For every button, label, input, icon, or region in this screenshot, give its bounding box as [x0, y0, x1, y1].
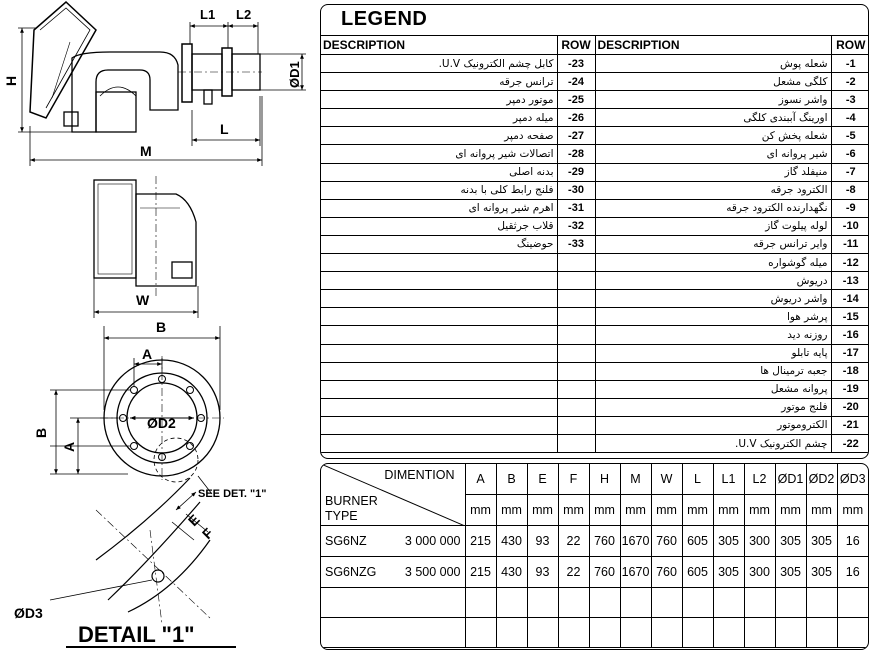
legend-empty-cell [557, 362, 595, 380]
empty-cell [651, 588, 682, 618]
label-F: F [198, 524, 217, 543]
empty-cell [527, 588, 558, 618]
legend-row-number: -12 [831, 254, 869, 272]
legend-row-number: -27 [557, 127, 595, 145]
label-D2: ØD2 [147, 415, 176, 431]
detail-title: DETAIL "1" [78, 622, 195, 647]
label-L2: L2 [236, 7, 252, 22]
legend-row-number: -11 [831, 235, 869, 253]
legend-row [321, 380, 869, 398]
burner-type-cell [321, 526, 465, 557]
empty-row [321, 588, 868, 618]
dimensions-table [321, 464, 868, 648]
legend-description: شیر پروانه ای [595, 145, 831, 163]
label-D3: ØD3 [14, 605, 43, 621]
dimension-column-header: H [589, 464, 620, 495]
dimension-unit: mm [837, 495, 868, 526]
empty-cell [558, 588, 589, 618]
label-B-side: B [33, 427, 49, 438]
label-L1: L1 [200, 7, 216, 22]
legend-description: ترانس جرقه [321, 73, 557, 91]
label-W: W [136, 292, 150, 308]
label-A-top: A [142, 346, 153, 362]
dimension-column-header: L1 [713, 464, 744, 495]
legend-description: کابل چشم الکترونیک U.V. [321, 55, 557, 73]
legend-description: صفحه دمپر [321, 127, 557, 145]
dimension-value: 300 [744, 526, 775, 557]
legend-empty-cell [557, 254, 595, 272]
legend-description: کلگی مشعل [595, 73, 831, 91]
legend-description: میله گوشواره [595, 254, 831, 272]
label-see-det: SEE DET. "1" [198, 488, 267, 500]
burner-type: SG6NZG [325, 565, 377, 579]
legend-description: بدنه اصلی [321, 163, 557, 181]
dimension-column-header: M [620, 464, 651, 495]
legend-col-row-right: ROW [831, 36, 869, 55]
dimensions-panel [320, 463, 869, 650]
legend-description: جعبه ترمینال ها [595, 362, 831, 380]
legend-description: پروانه مشعل [595, 380, 831, 398]
legend-table [321, 35, 869, 453]
dimension-value: 760 [589, 526, 620, 557]
legend-description: فلنج موتور [595, 398, 831, 416]
dimension-value: 305 [713, 557, 744, 588]
empty-cell [589, 618, 620, 648]
dimension-value: 605 [682, 526, 713, 557]
legend-description: پرشر هوا [595, 308, 831, 326]
legend-row [321, 362, 869, 380]
legend-row-number: -25 [557, 91, 595, 109]
empty-cell [682, 618, 713, 648]
legend-row-number: -10 [831, 217, 869, 235]
legend-row-number: -15 [831, 308, 869, 326]
legend-row-number: -5 [831, 127, 869, 145]
burner-row [321, 526, 868, 557]
empty-cell [321, 588, 465, 618]
legend-empty-cell [557, 308, 595, 326]
legend-row [321, 181, 869, 199]
dimension-unit: mm [682, 495, 713, 526]
legend-row-number: -20 [831, 398, 869, 416]
legend-row-number: -2 [831, 73, 869, 91]
legend-empty-cell [321, 434, 557, 452]
legend-description: اتصالات شیر پروانه ای [321, 145, 557, 163]
legend-description: اهرم شیر پروانه ای [321, 199, 557, 217]
legend-row-number: -30 [557, 181, 595, 199]
empty-cell [806, 618, 837, 648]
legend-row [321, 290, 869, 308]
legend-row [321, 163, 869, 181]
legend-empty-cell [321, 398, 557, 416]
dimension-value: 430 [496, 557, 527, 588]
dimension-value: 22 [558, 557, 589, 588]
legend-description: شعله پوش [595, 55, 831, 73]
legend-row [321, 416, 869, 434]
empty-row [321, 618, 868, 648]
legend-row [321, 199, 869, 217]
dimensions-header-corner [321, 464, 465, 526]
burner-type: SG6NZ [325, 534, 367, 548]
dimension-column-header: F [558, 464, 589, 495]
dimension-value: 760 [651, 526, 682, 557]
dimension-value: 1670 [620, 557, 651, 588]
empty-cell [744, 618, 775, 648]
dimension-value: 93 [527, 557, 558, 588]
empty-cell [806, 588, 837, 618]
legend-row-number: -23 [557, 55, 595, 73]
dimension-column-header: E [527, 464, 558, 495]
empty-cell [496, 588, 527, 618]
legend-description: موتور دمپر [321, 91, 557, 109]
legend-row [321, 127, 869, 145]
dimension-value: 760 [651, 557, 682, 588]
legend-row-number: -21 [831, 416, 869, 434]
dimension-unit: mm [558, 495, 589, 526]
empty-cell [527, 618, 558, 648]
legend-empty-cell [557, 398, 595, 416]
legend-body [321, 55, 869, 453]
legend-row-number: -18 [831, 362, 869, 380]
burner-capacity: 3 500 000 [404, 565, 461, 579]
burner-dimension-drawings [0, 0, 318, 654]
dimension-unit: mm [465, 495, 496, 526]
legend-description: چشم الکترونیک U.V. [595, 434, 831, 452]
header-dimention-label: DIMENTION [384, 468, 455, 482]
legend-row [321, 73, 869, 91]
legend-empty-cell [557, 272, 595, 290]
dimension-unit: mm [806, 495, 837, 526]
legend-description: روزنه دید [595, 326, 831, 344]
dimension-value: 1670 [620, 526, 651, 557]
legend-row [321, 235, 869, 253]
dimension-unit: mm [651, 495, 682, 526]
legend-description: نگهدارنده الکترود جرقه [595, 199, 831, 217]
dimension-unit: mm [496, 495, 527, 526]
label-L: L [220, 121, 229, 137]
empty-cell [713, 618, 744, 648]
legend-description: وایر ترانس جرقه [595, 235, 831, 253]
burner-type-cell [321, 557, 465, 588]
dimension-value: 305 [775, 526, 806, 557]
side-view-dimensions [18, 22, 306, 166]
legend-row-number: -32 [557, 217, 595, 235]
dimension-column-header: A [465, 464, 496, 495]
legend-row-number: -13 [831, 272, 869, 290]
legend-empty-cell [321, 272, 557, 290]
empty-cell [465, 618, 496, 648]
dimension-unit: mm [713, 495, 744, 526]
legend-empty-cell [557, 380, 595, 398]
dimension-value: 93 [527, 526, 558, 557]
dimension-column-header: L2 [744, 464, 775, 495]
empty-cell [558, 618, 589, 648]
legend-row-number: -14 [831, 290, 869, 308]
dimension-value: 760 [589, 557, 620, 588]
legend-row-number: -22 [831, 434, 869, 452]
empty-cell [589, 588, 620, 618]
legend-row-number: -6 [831, 145, 869, 163]
legend-row-number: -19 [831, 380, 869, 398]
legend-row-number: -33 [557, 235, 595, 253]
empty-cell [713, 588, 744, 618]
legend-row [321, 145, 869, 163]
empty-cell [620, 618, 651, 648]
dimension-column-header: ØD2 [806, 464, 837, 495]
dimension-column-header: ØD3 [837, 464, 868, 495]
legend-description: فلنج رابط کلی با بدنه [321, 181, 557, 199]
dimension-unit: mm [620, 495, 651, 526]
dimension-value: 215 [465, 526, 496, 557]
dimension-column-header: B [496, 464, 527, 495]
legend-description: شعله پخش کن [595, 127, 831, 145]
dimension-column-header: L [682, 464, 713, 495]
legend-row-number: -28 [557, 145, 595, 163]
rear-view [94, 176, 196, 296]
label-M: M [140, 143, 152, 159]
legend-description: قلاب جرثقیل [321, 217, 557, 235]
dimension-value: 215 [465, 557, 496, 588]
empty-cell [496, 618, 527, 648]
dimension-value: 16 [837, 557, 868, 588]
legend-row-number: -24 [557, 73, 595, 91]
legend-empty-cell [557, 326, 595, 344]
empty-cell [682, 588, 713, 618]
legend-row [321, 272, 869, 290]
empty-cell [775, 588, 806, 618]
legend-empty-cell [321, 308, 557, 326]
legend-row-number: -31 [557, 199, 595, 217]
legend-col-description-right: DESCRIPTION [595, 36, 831, 55]
legend-empty-cell [321, 416, 557, 434]
empty-cell [775, 618, 806, 648]
legend-description: واشر نسوز [595, 91, 831, 109]
legend-row-number: -1 [831, 55, 869, 73]
dimension-value: 305 [806, 526, 837, 557]
empty-cell [837, 618, 868, 648]
label-H: H [3, 75, 19, 86]
dimensions-header-row [321, 464, 868, 495]
legend-row-number: -17 [831, 344, 869, 362]
legend-panel [320, 4, 869, 459]
burner-row [321, 557, 868, 588]
legend-title: LEGEND [341, 8, 428, 30]
legend-row-number: -9 [831, 199, 869, 217]
legend-row [321, 55, 869, 73]
dimension-value: 430 [496, 526, 527, 557]
legend-empty-cell [321, 380, 557, 398]
legend-row-number: -4 [831, 109, 869, 127]
legend-description: دریوش [595, 272, 831, 290]
legend-description: میله دمپر [321, 109, 557, 127]
dimension-value: 22 [558, 526, 589, 557]
legend-row-number: -3 [831, 91, 869, 109]
legend-row-number: -26 [557, 109, 595, 127]
side-view [30, 2, 262, 132]
legend-description: حوضینگ [321, 235, 557, 253]
legend-description: منیفلد گاز [595, 163, 831, 181]
empty-cell [465, 588, 496, 618]
legend-row-number: -16 [831, 326, 869, 344]
legend-empty-cell [321, 326, 557, 344]
empty-cell [651, 618, 682, 648]
legend-row [321, 344, 869, 362]
legend-description: لوله پیلوت گاز [595, 217, 831, 235]
legend-empty-cell [321, 254, 557, 272]
empty-cell [837, 588, 868, 618]
label-E: E [184, 511, 203, 530]
legend-row [321, 308, 869, 326]
legend-row [321, 398, 869, 416]
dimension-value: 605 [682, 557, 713, 588]
dimension-value: 300 [744, 557, 775, 588]
empty-cell [620, 588, 651, 618]
legend-empty-cell [321, 290, 557, 308]
dimension-column-header: ØD1 [775, 464, 806, 495]
legend-col-description-left: DESCRIPTION [321, 36, 557, 55]
dimension-value: 305 [806, 557, 837, 588]
legend-row-number: -8 [831, 181, 869, 199]
dimension-unit: mm [589, 495, 620, 526]
legend-description: پایه تابلو [595, 344, 831, 362]
dimension-unit: mm [775, 495, 806, 526]
legend-row-number: -29 [557, 163, 595, 181]
legend-description: الکترود جرقه [595, 181, 831, 199]
dimension-unit: mm [527, 495, 558, 526]
burner-capacity: 3 000 000 [404, 534, 461, 548]
legend-empty-cell [557, 290, 595, 308]
legend-empty-cell [557, 344, 595, 362]
detail-1-view [50, 478, 210, 624]
dimension-value: 305 [775, 557, 806, 588]
legend-description: واشر دریوش [595, 290, 831, 308]
empty-cell [744, 588, 775, 618]
legend-row [321, 109, 869, 127]
legend-empty-cell [321, 362, 557, 380]
legend-empty-cell [557, 416, 595, 434]
legend-empty-cell [321, 344, 557, 362]
legend-description: الکتروموتور [595, 416, 831, 434]
legend-row [321, 217, 869, 235]
label-D1: ØD1 [287, 61, 302, 88]
label-A-side: A [61, 441, 77, 452]
dimension-column-header: W [651, 464, 682, 495]
legend-row [321, 434, 869, 452]
dimension-value: 305 [713, 526, 744, 557]
dimension-value: 16 [837, 526, 868, 557]
legend-empty-cell [557, 434, 595, 452]
empty-cell [321, 618, 465, 648]
legend-row [321, 326, 869, 344]
dimension-unit: mm [744, 495, 775, 526]
legend-col-row-left: ROW [557, 36, 595, 55]
label-B-top: B [156, 319, 167, 335]
legend-row [321, 91, 869, 109]
legend-row-number: -7 [831, 163, 869, 181]
header-burner-type-label: BURNER TYPE [325, 494, 378, 523]
legend-row [321, 254, 869, 272]
legend-description: اورینگ آببندی کلگی [595, 109, 831, 127]
